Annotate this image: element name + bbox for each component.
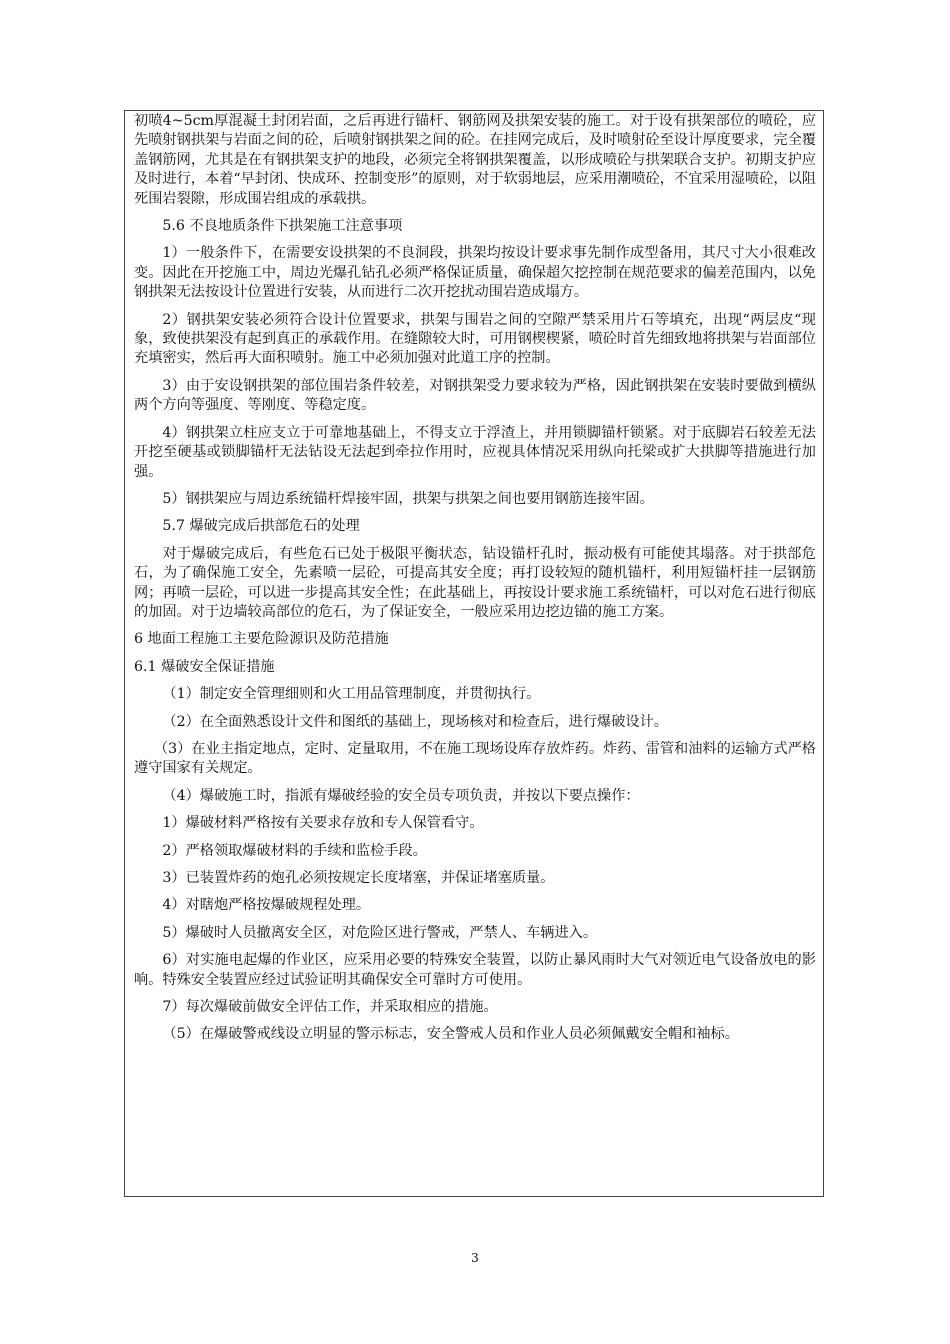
heading-6: 6 地面工程施工主要危险源识及防范措施 <box>134 631 389 648</box>
paragraph-6-1-3: （3）在业主指定地点，定时、定量取用，不在施工现场设库存放炸药。炸药、雷管和油料的运输方式严格遵守国家有关规定。 <box>134 740 816 777</box>
list-item-5: 5）爆破时人员撤离安全区，对危险区进行警戒，严禁人、车辆进入。 <box>162 924 598 941</box>
paragraph-5-6-5: 5）钢拱架应与周边系统锚杆焊接牢固，拱架与拱架之间也要用钢筋连接牢固。 <box>162 490 654 507</box>
paragraph-5-6-2: 2）钢拱架安装必须符合设计位置要求，拱架与围岩之间的空隙严禁采用片石等填充，出现“两层皮“现象，致使拱架没有起到真正的承载作用。在缝隙较大时，可用钢楔楔紧，喷砼时首先细致地将拱架与岩面部位充填密实，然后再大面积喷射。施工中必须加强对此道工序的控制。 <box>134 311 816 367</box>
list-item-4: 4）对瞎炮严格按爆破规程处理。 <box>162 897 371 914</box>
paragraph-5-7: 对于爆破完成后，有些危石已处于极限平衡状态，钻设锚杆孔时，振动极有可能使其塌落。对于拱部危石，为了确保施工安全，先素喷一层砼，可提高其安全度；再打设较短的随机锚杆，利用短锚杆挂一层钢筋网；再喷一层砼，可以进一步提高其安全性；在此基础上，再按设计要求施工系统锚杆，可以对危石进行彻底的加固。对于边墙较高部位的危石，为了保证安全，一般应采用边挖边锚的施工方案。 <box>134 545 816 620</box>
paragraph-6-1-4: （4）爆破施工时，指派有爆破经验的安全员专项负责，并按以下要点操作： <box>162 787 640 804</box>
paragraph-5-6-1: 1）一般条件下，在需要安设拱架的不良洞段，拱架均按设计要求事先制作成型备用，其尺寸大小很难改变。因此在开挖施工中，周边光爆孔钻孔必须严格保证质量，确保超欠挖控制在规范要求的偏差范围内，以免钢拱架无法按设计位置进行安装，从而进行二次开挖扰动围岩造成塌方。 <box>134 245 816 301</box>
heading-5-7: 5.7 爆破完成后拱部危石的处理 <box>162 518 360 535</box>
paragraph-6-1-5: （5）在爆破警戒线设立明显的警示标志，安全警戒人员和作业人员必须佩戴安全帽和袖标。 <box>162 1026 739 1043</box>
heading-6-1: 6.1 爆破安全保证措施 <box>134 658 275 675</box>
paragraph-6-1-1: （1）制定安全管理细则和火工用品管理制度，并贯彻执行。 <box>162 686 541 703</box>
heading-5-6: 5.6 不良地质条件下拱架施工注意事项 <box>162 218 403 235</box>
document-body <box>134 112 816 1053</box>
list-item-2: 2）严格领取爆破材料的手续和监检手段。 <box>162 842 427 859</box>
paragraph-5-6-4: 4）钢拱架立柱应支立于可靠地基础上，不得支立于浮渣上，并用锁脚锚杆锁紧。对于底脚岩石较差无法开挖至硬基或锁脚锚杆无法钻设无法起到牵拉作用时，应视具体情况采用纵向托梁或扩大拱脚等措施进行加强。 <box>134 424 816 480</box>
list-item-1: 1）爆破材料严格按有关要求存放和专人保管看守。 <box>162 815 484 832</box>
paragraph-shotcrete: 初喷4~5cm厚混凝土封闭岩面，之后再进行锚杆、钢筋网及拱架安装的施工。对于设有拱架部位的喷砼，应先喷射钢拱架与岩面之间的砼，后喷射钢拱架之间的砼。在挂网完成后，及时喷射砼至设计厚度要求，完全覆盖钢筋网，尤其是在有钢拱架支护的地段，必须完全将钢拱架覆盖，以形成喷砼与拱架联合支护。初期支护应及时进行，本着“早封闭、快成环、控制变形”的原则，对于软弱地层，应采用潮喷砼，不宜采用湿喷砼，以阻死围岩裂隙，形成围岩组成的承载拱。 <box>134 113 816 207</box>
list-item-7: 7）每次爆破前做安全评估工作，并采取相应的措施。 <box>162 999 498 1016</box>
list-item-6: 6）对实施电起爆的作业区，应采用必要的特殊安全装置，以防止暴风雨时大气对领近电气设备放电的影响。特殊安全装置应经过试验证明其确保安全可靠时方可使用。 <box>134 952 816 988</box>
paragraph-5-6-3: 3）由于安设钢拱架的部位围岩条件较差，对钢拱架受力要求较为严格，因此钢拱架在安装时要做到横纵两个方向等强度、等刚度、等稳定度。 <box>134 377 816 414</box>
list-item-3: 3）已装置炸药的炮孔必须按规定长度堵塞，并保证堵塞质量。 <box>162 870 555 886</box>
page-number: 3 <box>471 1251 479 1265</box>
paragraph-6-1-2: （2）在全面熟悉设计文件和图纸的基础上，现场核对和检查后，进行爆破设计。 <box>162 713 668 730</box>
